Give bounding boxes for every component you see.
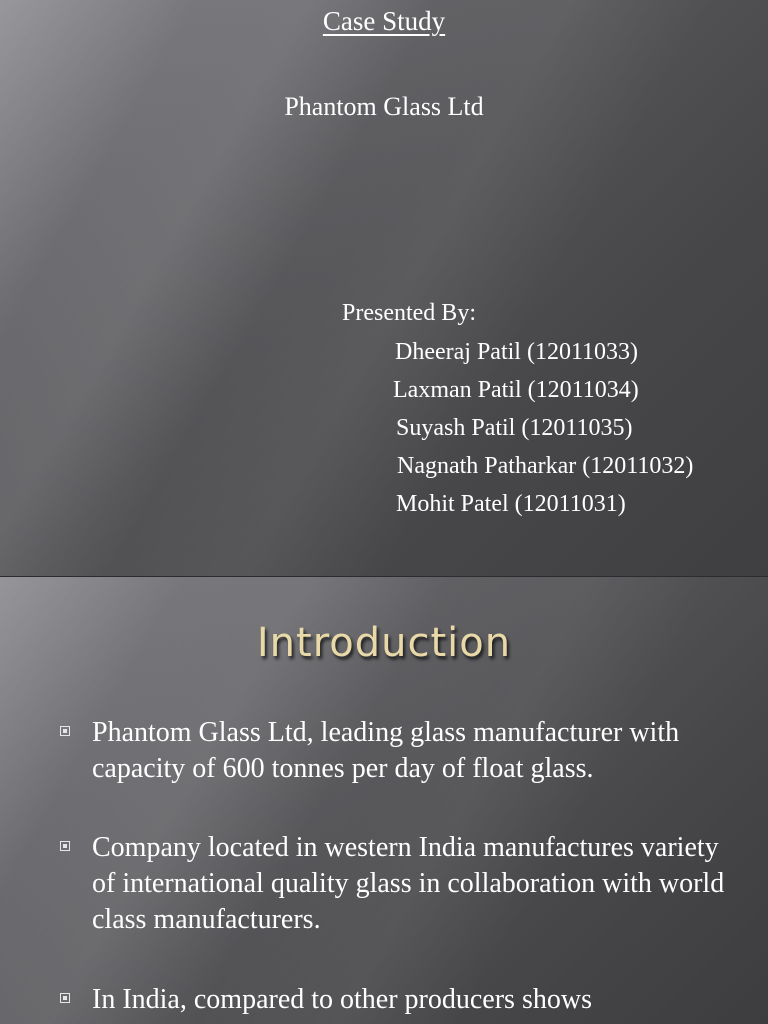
square-bullet-icon xyxy=(60,841,70,851)
presenter-name: Dheeraj Patil (12011033) xyxy=(395,339,639,365)
slide-title: Introduction xyxy=(256,620,512,666)
bullet-text: In India, compared to other producers shows xyxy=(92,984,592,1015)
case-study-heading: Case Study xyxy=(322,6,446,36)
introduction-slide xyxy=(0,576,768,1024)
presenter-name: Nagnath Patharkar (12011032) xyxy=(397,453,694,479)
bullet-text: Phantom Glass Ltd, leading glass manufacturer with capacity of 600 tonnes per day of float glass. xyxy=(92,717,680,784)
square-bullet-icon xyxy=(60,726,70,736)
presenter-name: Mohit Patel (12011031) xyxy=(396,491,626,517)
presenter-name: Suyash Patil (12011035) xyxy=(396,415,633,441)
square-bullet-icon xyxy=(60,993,70,1003)
bullet-text: Company located in western India manufactures variety of international quality glass in collaboration with world class manufacturers. xyxy=(92,832,725,935)
presented-by-label: Presented By: xyxy=(342,300,476,326)
presenter-name: Laxman Patil (12011034) xyxy=(393,377,639,403)
company-name: Phantom Glass Ltd xyxy=(284,92,484,121)
